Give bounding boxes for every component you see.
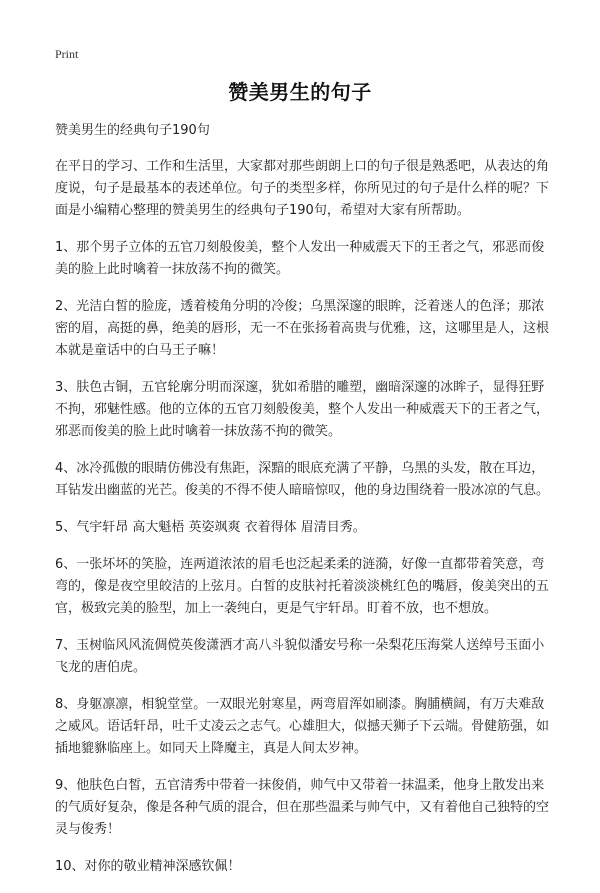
article-subtitle: 赞美男生的经典句子190句 <box>55 123 210 138</box>
sentence-item-2: 2、光洁白皙的脸庞，透着棱角分明的冷俊；乌黑深邃的眼眸，泛着迷人的色泽；那浓密的眉，高挺的鼻，绝美的唇形，无一不在张扬着高贵与优雅，这，这哪里是人，这根本就是童话中的白马王子嘛！ <box>55 299 550 358</box>
print-link[interactable]: Print <box>55 47 79 61</box>
sentence-item-3: 3、肤色古铜，五官轮廓分明而深邃，犹如希腊的雕塑，幽暗深邃的冰眸子，显得狂野不拘，邪魅性感。他的立体的五官刀刻般俊美，整个人发出一种威震天下的王者之气，邪恶而俊美的脸上此时噙着一抹放荡不拘的微笑。 <box>55 380 550 439</box>
sentence-item-6: 6、一张坏坏的笑脸，连两道浓浓的眉毛也泛起柔柔的涟漪，好像一直都带着笑意，弯弯的，像是夜空里皎洁的上弦月。白皙的皮肤衬托着淡淡桃红色的嘴唇，俊美突出的五官，极致完美的脸型，加上一袭纯白，更是气宇轩昂。盯着不放，也不想放。 <box>55 557 550 616</box>
sentence-item-7: 7、玉树临风风流倜傥英俊潇洒才高八斗貌似潘安号称一朵梨花压海棠人送绰号玉面小飞龙的唐伯虎。 <box>55 638 545 675</box>
article-body <box>55 120 550 893</box>
sentence-item-4: 4、冰冷孤傲的眼睛仿佛没有焦距，深黯的眼底充满了平静，乌黑的头发，散在耳边，耳钻发出幽蓝的光芒。俊美的不得不使人暗暗惊叹，他的身边围绕着一股冰凉的气息。 <box>55 461 550 498</box>
sentence-item-9: 9、他肤色白皙，五官清秀中带着一抹俊俏，帅气中又带着一抹温柔，他身上散发出来的气质好复杂，像是各种气质的混合，但在那些温柔与帅气中，又有着他自己独特的空灵与俊秀！ <box>55 778 550 837</box>
page-title: 赞美男生的句子 <box>228 80 372 104</box>
sentence-item-5: 5、气宇轩昂 高大魁梧 英姿飒爽 衣着得体 眉清目秀。 <box>55 520 366 535</box>
intro-paragraph: 在平日的学习、工作和生活里，大家都对那些朗朗上口的句子很是熟悉吧，从表达的角度说，句子是最基本的表述单位。句子的类型多样，你所见过的句子是什么样的呢？下面是小编精心整理的赞美男生的经典句子190句，希望对大家有所帮助。 <box>55 159 550 218</box>
sentence-item-8: 8、身躯凛凛，相貌堂堂。一双眼光射寒星，两弯眉浑如刷漆。胸脯横阔，有万夫难敌之威风。语话轩昂，吐千丈凌云之志气。心雄胆大，似撼天狮子下云端。骨健筋强，如插地貔貅临座上。如同天上降魔主，真是人间太岁神。 <box>55 697 550 756</box>
sentence-item-1: 1、那个男子立体的五官刀刻般俊美，整个人发出一种威震天下的王者之气，邪恶而俊美的脸上此时噙着一抹放荡不拘的微笑。 <box>55 240 545 277</box>
sentence-item-10: 10、对你的敬业精神深感钦佩！ <box>55 859 241 874</box>
